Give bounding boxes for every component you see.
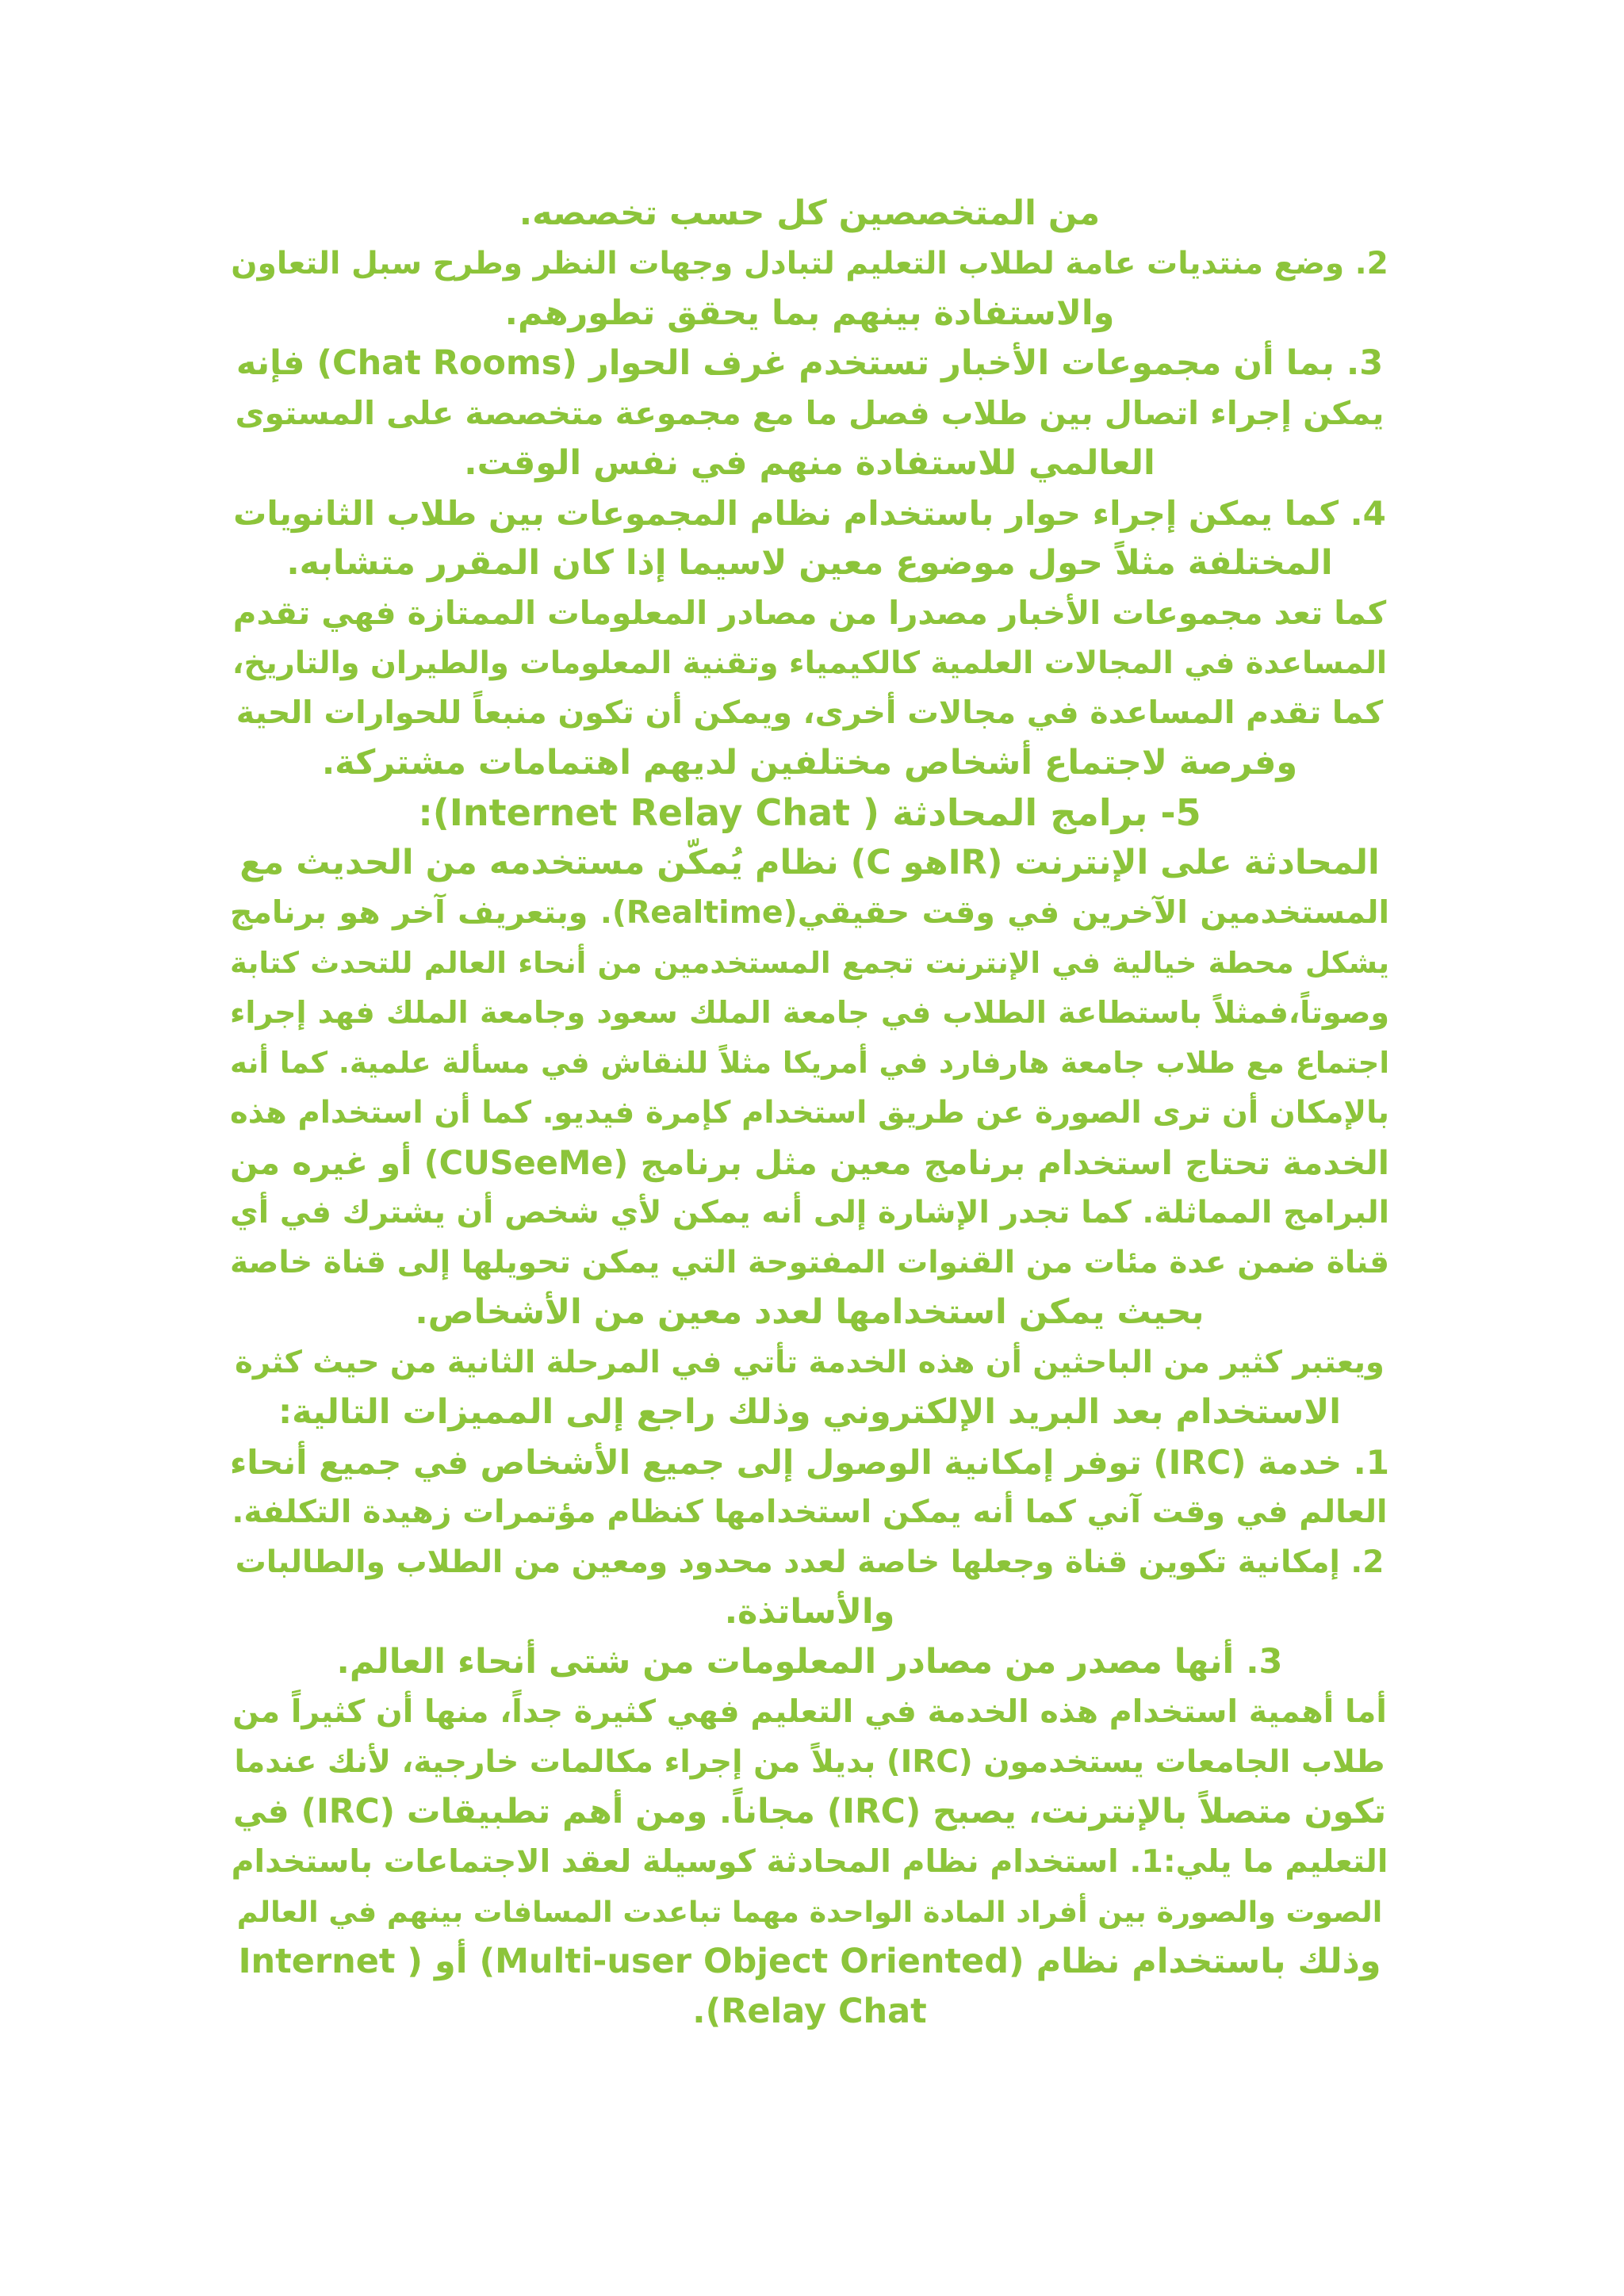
text-line: وفرصة لاجتماع أشخاص مختلفين لديهم اهتمامات مشتركة. (321, 743, 1298, 783)
text-line: اجتماع مع طلاب جامعة هارفارد في أمريكا مثلاً للنقاش في مسألة علمية. كما أنه (230, 1046, 1389, 1080)
text-line: يشكل محطة خيالية في الإنترنت تجمع المستخدمين من أنحاء العالم للتحدث كتابة (230, 946, 1389, 980)
text-line: والأساتذة. (724, 1592, 895, 1632)
text-line: من المتخصصين كل حسب تخصصه. (519, 193, 1101, 233)
text-line: قناة ضمن عدة مئات من القنوات المفتوحة التي يمكن تحويلها إلى قناة خاصة (230, 1245, 1389, 1280)
text-line: العالمي للاستفادة منهم في نفس الوقت. (464, 443, 1155, 483)
text-line: البرامج المماثلة. كما تجدر الإشارة إلى أنه يمكن لأي شخص أن يشترك في أي (230, 1195, 1389, 1230)
text-line: بالإمكان أن ترى الصورة عن طريق استخدام كإمرة فيديو. كما أن استخدام هذه (230, 1095, 1389, 1131)
text-line: المساعدة في المجالات العلمية كالكيمياء وتقنية المعلومات والطيران والتاريخ، (232, 645, 1388, 681)
text-line: 4. كما يمكن إجراء حوار باستخدام نظام المجموعات بين طلاب الثانويات (233, 494, 1386, 533)
text-line: تكون متصلاً بالإنترنت، يصبح (IRC) مجاناً. ومن أهم تطبيقات (IRC) في (232, 1793, 1387, 1831)
text-line: وصوتاً،فمثلاً باستطاعة الطلاب في جامعة الملك سعود وجامعة الملك فهد إجراء (230, 995, 1389, 1030)
document-page (230, 189, 1389, 2037)
text-line: أما أهمية استخدام هذه الخدمة في التعليم فهي كثيرة جداً، منها أن كثيراً من (232, 1693, 1387, 1730)
text-line: المختلفة مثلاً حول موضوع معين لاسيما إذا كان المقرر متشابه. (286, 543, 1333, 583)
text-line: 3. بما أن مجموعات الأخبار تستخدم غرف الحوار (Chat Rooms) فإنه (236, 343, 1384, 383)
text-line: كما تعد مجموعات الأخبار مصدرا من مصادر المعلومات الممتازة فهي تقدم (232, 594, 1387, 632)
text-line: بحيث يمكن استخدامها لعدد معين من الأشخاص. (415, 1292, 1205, 1332)
text-line: 2. وضع منتديات عامة لطلاب التعليم لتبادل وجهات النظر وطرح سبل التعاون (231, 246, 1388, 281)
text-line: وذلك باستخدام نظام (Multi-user Object Oriented) أو ( Internet (238, 1942, 1381, 1981)
text-line: طلاب الجامعات يستخدمون (IRC) بديلاً من إجراء مكالمات خارجية، لأنك عندما (234, 1744, 1385, 1780)
text-line: الصوت والصورة بين أفراد المادة الواحدة مهما تباعدت المسافات بينهم في العالم (236, 1895, 1383, 1929)
text-line: كما تقدم المساعدة في مجالات أخرى، ويمكن أن تكون منبعاً للحوارات الحية (236, 695, 1384, 731)
text-line: 2. إمكانية تكوين قناة وجعلها خاصة لعدد محدود ومعين من الطلاب والطالبات (235, 1544, 1385, 1580)
text-line: 1. خدمة (IRC) توفر إمكانية الوصول إلى جميع الأشخاص في جميع أنحاء (229, 1443, 1389, 1482)
text-line: التعليم ما يلي:1. استخدام نظام المحادثة كوسيلة لعقد الاجتماعات باستخدام (231, 1843, 1388, 1880)
text-line: والاستفادة بينهم بما يحقق تطورهم. (504, 293, 1115, 333)
text-line: العالم في وقت آني كما أنه يمكن استخدامها كنظام مؤتمرات زهيدة التكلفة. (232, 1494, 1388, 1530)
text-line: Relay Chat). (692, 1992, 927, 2031)
text-line: ويعتبر كثير من الباحثين أن هذه الخدمة تأتي في المرحلة الثانية من حيث كثرة (235, 1345, 1385, 1380)
text-line: الخدمة تحتاج استخدام برنامج معين مثل برنامج (CUSeeMe) أو غيره من (230, 1143, 1389, 1182)
text-line: المحادثة على الإنترنت (IRهو C) نظام يُمكّن مستخدمه من الحديث مع (239, 843, 1380, 882)
text-line: المستخدمين الآخرين في وقت حقيقي(Realtime). وبتعريف آخر هو برنامج (230, 894, 1389, 931)
text-line: يمكن إجراء اتصال بين طلاب فصل ما مع مجموعة متخصصة على المستوى (235, 394, 1385, 432)
text-line: 3. أنها مصدر من مصادر المعلومات من شتى أنحاء العالم. (336, 1642, 1283, 1682)
text-line: الاستخدام بعد البريد الإلكتروني وذلك راجع إلى المميزات التالية: (278, 1392, 1342, 1432)
section-heading: 5- برامج المحادثة ( Internet Relay Chat): (418, 791, 1201, 834)
